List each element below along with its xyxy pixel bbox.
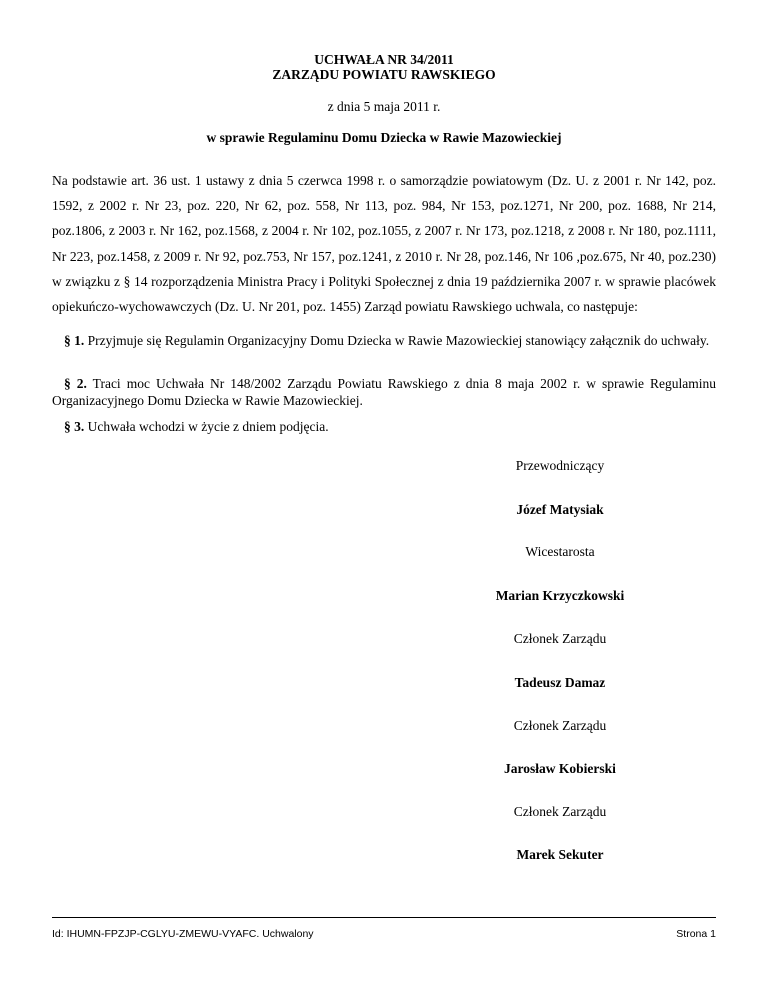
paragraph-1-text: Przyjmuje się Regulamin Organizacyjny Domu Dziecka w Rawie Mazowieckiej stanowiący załącznik do uchwały.: [84, 333, 710, 348]
signature-role-chairman: Przewodniczący: [515, 458, 605, 473]
paragraph-2-marker: § 2.: [64, 376, 87, 391]
signature-role-vice-starost: Wicestarosta: [525, 544, 595, 559]
paragraph-2: [52, 376, 716, 409]
signature-role-member-1: Członek Zarządu: [513, 631, 607, 646]
resolution-number: UCHWAŁA NR 34/2011: [314, 52, 454, 67]
signature-name-chairman: Józef Matysiak: [516, 502, 604, 517]
issuing-body: ZARZĄDU POWIATU RAWSKIEGO: [272, 67, 496, 82]
footer-divider: [52, 917, 716, 918]
resolution-date: z dnia 5 maja 2011 r.: [327, 99, 441, 114]
signature-role-member-3: Członek Zarządu: [513, 804, 607, 819]
signature-name-vice-starost: Marian Krzyczkowski: [495, 588, 625, 603]
signature-name-member-1: Tadeusz Damaz: [514, 675, 606, 690]
document-id: Id: IHUMN-FPZJP-CGLYU-ZMEWU-VYAFC. Uchwalony: [52, 928, 314, 940]
paragraph-3: [52, 419, 716, 436]
paragraph-1-marker: § 1.: [64, 333, 85, 348]
paragraph-2-text: Traci moc Uchwała Nr 148/2002 Zarządu Powiatu Rawskiego z dnia 8 maja 2002 r. w sprawie Regulaminu Organizacyjnego Domu Dziecka w Rawie Mazowieckiej.: [52, 376, 716, 408]
legal-basis-preamble: Na podstawie art. 36 ust. 1 ustawy z dnia 5 czerwca 1998 r. o samorządzie powiatowym (Dz. U. z 2001 r. Nr 142, poz. 1592, z 2002 r. Nr 23, poz. 220, Nr 62, poz. 558, Nr 113, poz. 984, Nr 153, poz.1271, Nr 200, poz. 1688, Nr 214, poz.1806, z 2003 r. Nr 162, poz.1568, z 2004 r. Nr 102, poz.1055, z 2007 r. Nr 173, poz.1218, z 2008 r. Nr 180, poz.1111, Nr 223, poz.1458, z 2009 r. Nr 92, poz.753, Nr 157, poz.1241, z 2010 r. Nr 28, poz.146, Nr 106 ,poz.675, Nr 40, poz.230) w związku z § 14 rozporządzenia Ministra Pracy i Polityki Społecznej z dnia 19 października 2007 r. w sprawie placówek opiekuńczo-wychowawczych (Dz. U. Nr 201, poz. 1455) Zarząd powiatu Rawskiego uchwala, co następuje:: [52, 173, 716, 315]
page-number: Strona 1: [676, 928, 716, 940]
paragraph-1: [52, 333, 716, 350]
paragraph-3-text: Uchwała wchodzi w życie z dniem podjęcia.: [84, 419, 329, 434]
signature-name-member-3: Marek Sekuter: [516, 847, 604, 862]
signature-name-member-2: Jarosław Kobierski: [504, 761, 616, 776]
paragraph-3-marker: § 3.: [64, 419, 85, 434]
signature-role-member-2: Członek Zarządu: [513, 718, 607, 733]
resolution-subject: w sprawie Regulaminu Domu Dziecka w Rawie Mazowieckiej: [206, 130, 562, 145]
